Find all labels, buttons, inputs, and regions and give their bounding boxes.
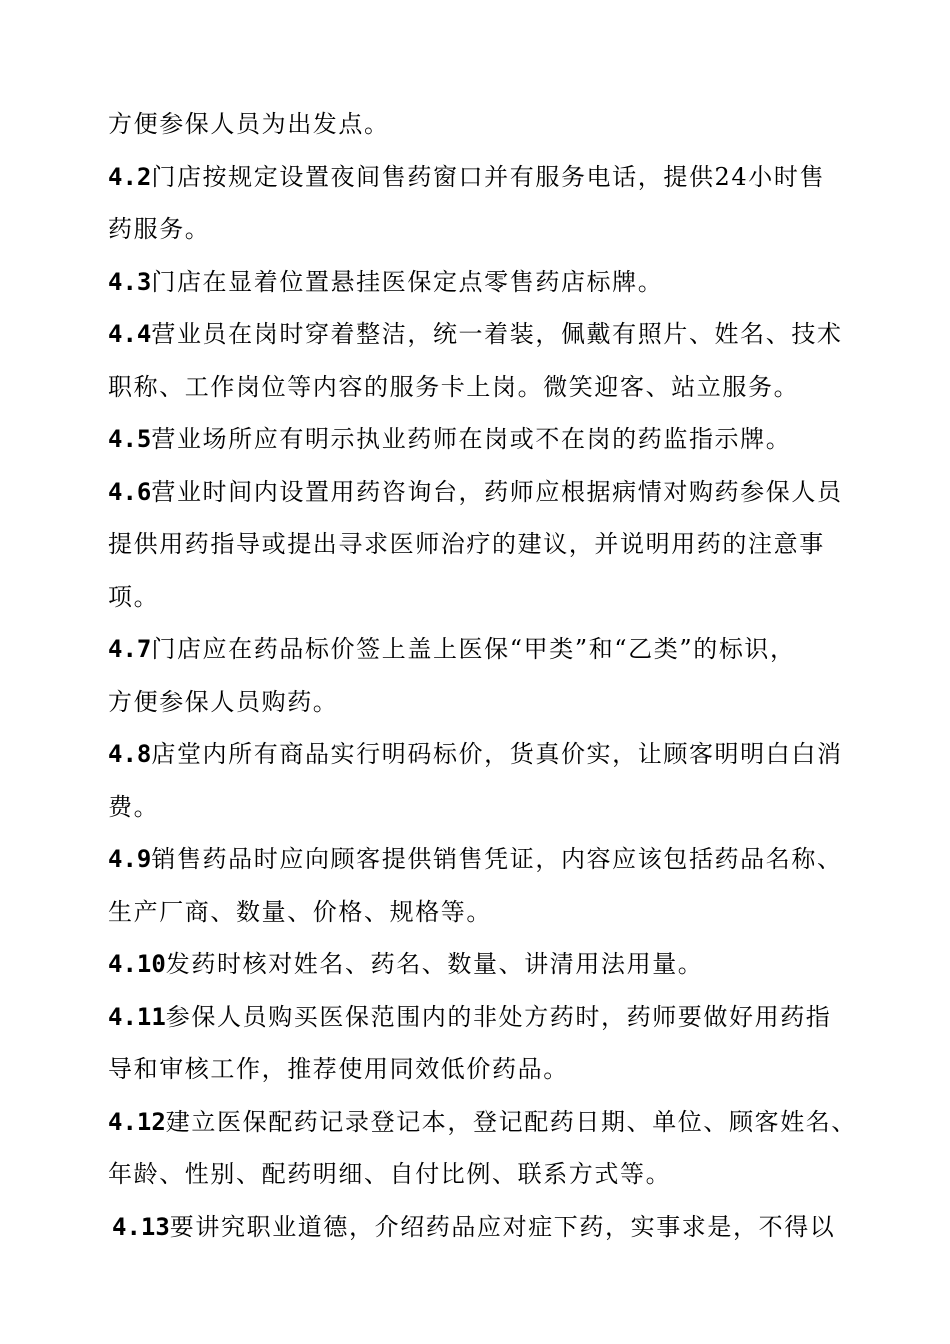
text-line xyxy=(108,151,890,204)
clause-number: 4.8 xyxy=(108,740,152,768)
clause-text: 要讲究职业道德，介绍药品应对症下药，实事求是，不得以 xyxy=(169,1212,836,1241)
clause-text: 方便参保人员购药。 xyxy=(108,687,339,716)
text-line xyxy=(108,98,890,151)
clause-text: 营业场所应有明示执业药师在岗或不在岗的药监指示牌。 xyxy=(151,425,792,453)
text-line xyxy=(108,256,890,309)
clause-number: 4.13 xyxy=(112,1212,170,1241)
text-line xyxy=(108,623,890,676)
text-line xyxy=(108,991,890,1044)
clause-number: 4.2 xyxy=(108,162,152,191)
clause-text: 提供用药指导或提出寻求医师治疗的建议，并说明用药的注意事 xyxy=(108,530,825,558)
clause-text: 导和审核工作，推荐使用同效低价药品。 xyxy=(108,1055,569,1083)
text-line xyxy=(108,518,890,571)
text-line xyxy=(108,938,890,991)
clause-text: 生产厂商、数量、价格、规格等。 xyxy=(108,897,492,926)
text-line xyxy=(108,308,890,361)
clause-text: 销售药品时应向顾客提供销售凭证，内容应该包括药品名称、 xyxy=(151,845,843,873)
clause-text: 发药时核对姓名、药名、数量、讲清用法用量。 xyxy=(165,950,704,978)
clause-number: 4.5 xyxy=(108,425,152,453)
clause-text: 参保人员购买医保范围内的非处方药时，药师要做好用药指 xyxy=(165,1002,832,1031)
clause-text: 营业时间内设置用药咨询台，药师应根据病情对购药参保人员 xyxy=(151,477,843,506)
text-line xyxy=(108,571,890,624)
clause-number: 4.7 xyxy=(108,635,152,663)
text-line xyxy=(108,203,890,256)
text-line xyxy=(108,833,890,886)
text-line xyxy=(108,886,890,939)
clause-text: 项。 xyxy=(108,582,160,611)
clause-text: 营业员在岗时穿着整洁，统一着装，佩戴有照片、姓名、技术 xyxy=(151,320,843,348)
text-line xyxy=(108,1201,890,1254)
clause-number: 4.4 xyxy=(108,320,152,348)
clause-text: 建立医保配药记录登记本，登记配药日期、单位、顾客姓名、 xyxy=(165,1107,857,1136)
clause-text: 方便参保人员为出发点。 xyxy=(108,110,390,138)
clause-text: 店堂内所有商品实行明码标价，货真价实，让顾客明明白白消 xyxy=(151,740,843,768)
clause-text: 费。 xyxy=(108,792,160,821)
clause-text: 年龄、性别、配药明细、自付比例、联系方式等。 xyxy=(108,1160,672,1188)
clause-text: 职称、工作岗位等内容的服务卡上岗。微笑迎客、站立服务。 xyxy=(108,372,800,401)
clause-text: 门店应在药品标价签上盖上医保“甲类”和“乙类”的标识， xyxy=(151,635,796,663)
text-line xyxy=(108,1043,890,1096)
clause-number: 4.11 xyxy=(108,1002,166,1031)
text-line xyxy=(108,1148,890,1201)
clause-number: 4.10 xyxy=(108,950,166,978)
clause-number: 4.3 xyxy=(108,267,152,296)
clause-text: 药服务。 xyxy=(108,215,211,243)
clause-text: 门店按规定设置夜间售药窗口并有服务电话，提供24小时售 xyxy=(151,162,826,191)
text-line xyxy=(108,676,890,729)
text-line xyxy=(108,1096,890,1149)
clause-number: 4.9 xyxy=(108,845,152,873)
text-line xyxy=(108,361,890,414)
text-line xyxy=(108,466,890,519)
clause-number: 4.12 xyxy=(108,1107,166,1136)
text-line xyxy=(108,413,890,466)
clause-number: 4.6 xyxy=(108,477,152,506)
text-line xyxy=(108,728,890,781)
text-line xyxy=(108,781,890,834)
clause-text: 门店在显着位置悬挂医保定点零售药店标牌。 xyxy=(151,267,664,296)
